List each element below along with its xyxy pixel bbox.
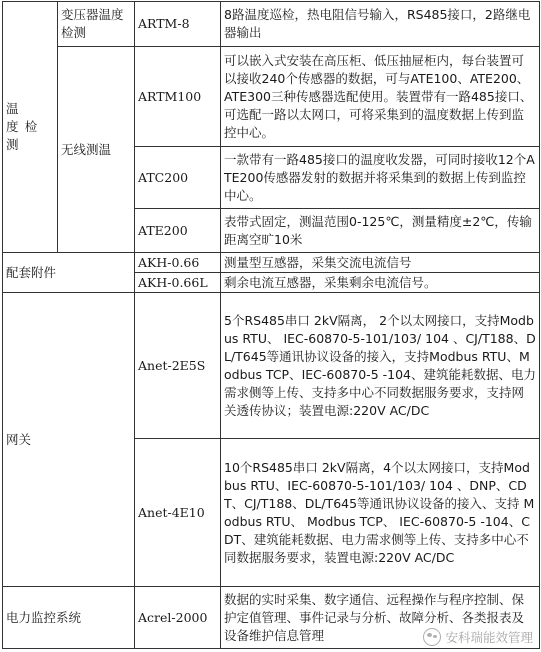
model-description: 可以嵌入式安装在高压柜、低压抽屉柜内，每台装置可以接收240个传感器的数据，可与ATE100、ATE200、ATE300三种传感器选配使用。装置带有一路485接口、可选配一路以太网口，可将采集到的温度数据上传到监控中心。 (221, 47, 540, 147)
table-row (3, 2, 540, 47)
wechat-logo-icon (423, 628, 441, 646)
category-power-monitoring-system: 电力监控系统 (3, 587, 135, 649)
watermark (423, 628, 533, 646)
watermark-text: 安科瑞能效管理 (445, 630, 533, 645)
category-temperature-detection: 温 度检测 (3, 2, 58, 253)
model-name: Anet-4E10 (135, 439, 221, 587)
category-accessories: 配套附件 (3, 253, 135, 293)
model-description: 10个RS485串口 2kV隔离，4个以太网接口，支持Modbus RTU、IEC-60870-5-101/103/ 104 、DNP、CDT、CJ/T188、DL/T645等通讯协议设备的接入、支持 Modbus RTU、 Modbus TCP、 IEC-60870-5 -104、CDT、建筑能耗数据、电力需求侧等上传、支持多中心不同数据服务要求，装置电源:220V AC/DC (221, 439, 540, 587)
model-name: ARTM-8 (135, 2, 221, 47)
model-description: 5个RS485串口 2kV隔离， 2个以太网接口，支持Modbus RTU、 IEC-60870-5-101/103/ 104 、CJ/T188、DL/T645等通讯协议设备的接入，支持Modbus RTU、Modbus TCP、IEC-60870-5 -104、建筑能耗数据、电力需求侧等上传、支持多中心不同数据服务要求，支持网关透传协议；装置电源:220V AC/DC (221, 293, 540, 439)
category-gateway: 网关 (3, 293, 135, 587)
subcategory-wireless-temp: 无线测温 (58, 47, 135, 253)
subcategory-transformer-temp: 变压器温度检测 (58, 2, 135, 47)
model-description: 测量型互感器，采集交流电流信号 (221, 253, 540, 273)
model-name: ATC200 (135, 147, 221, 209)
model-name: AKH-0.66 (135, 253, 221, 273)
model-description: 剩余电流互感器，采集剩余电流信号。 (221, 273, 540, 293)
model-name: Acrel-2000 (135, 587, 221, 649)
model-name: ATE200 (135, 209, 221, 253)
model-name: ARTM100 (135, 47, 221, 147)
table-row (3, 47, 540, 147)
product-spec-table (2, 1, 540, 649)
table-row (3, 293, 540, 439)
model-name: Anet-2E5S (135, 293, 221, 439)
model-description: 表带式固定，测温范围0-125℃，测量精度±2℃，传输距离空旷10米 (221, 209, 540, 253)
model-description: 数据的实时采集、数字通信、远程操作与程序控制、保护定值管理、事件记录与分析、故障分析、各类报表及设备维护信息管理 (221, 587, 540, 649)
model-description: 一款带有一路485接口的温度收发器，可同时接收12个ATE200传感器发射的数据并将采集到的数据上传到监控中心。 (221, 147, 540, 209)
table-row (3, 253, 540, 273)
model-description: 8路温度巡检，热电阻信号输入，RS485接口，2路继电器输出 (221, 2, 540, 47)
model-name: AKH-0.66L (135, 273, 221, 293)
